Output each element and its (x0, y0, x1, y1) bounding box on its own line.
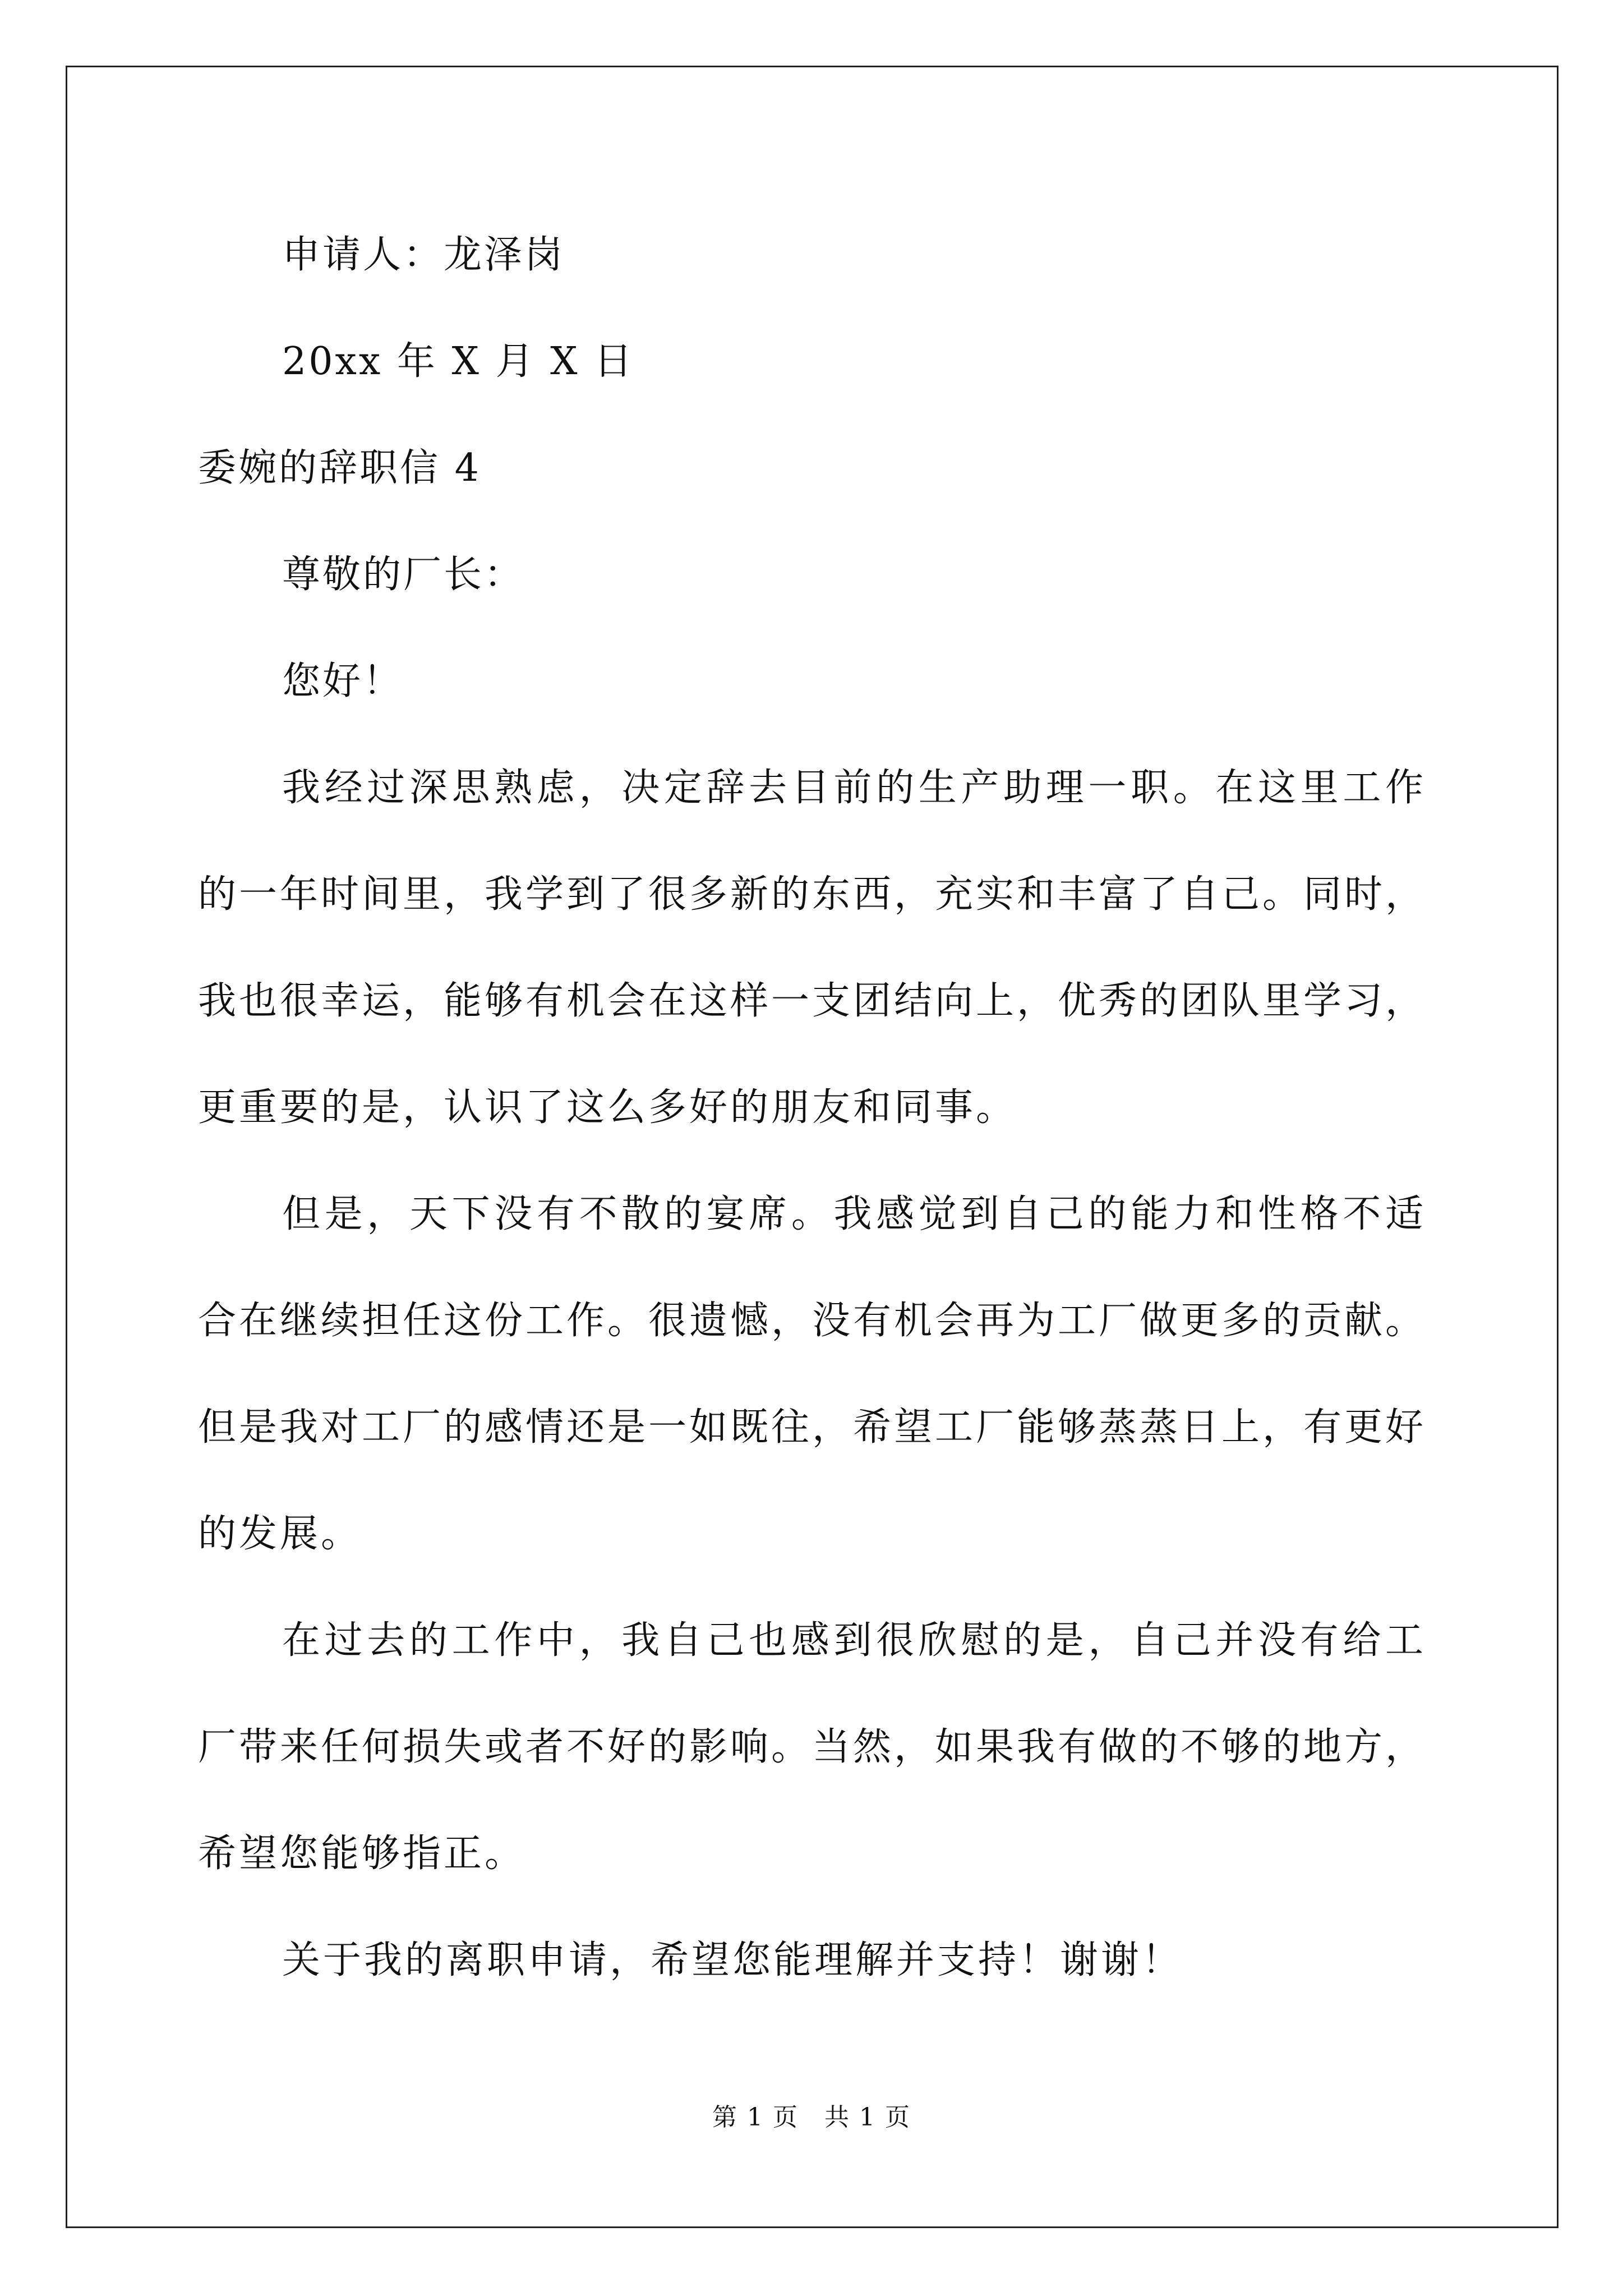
section-title: 委婉的辞职信 4 (198, 446, 481, 490)
applicant-line: 申请人：龙泽岗 (282, 233, 565, 277)
salutation: 尊敬的厂长： (282, 553, 525, 597)
paragraph: 我经过深思熟虑，决定辞去目前的生产助理一职。在这里工作的一年时间里，我学到了很多新的东西，充实和丰富了自己。同时，我也很幸运，能够有机会在这样一支团结向上，优秀的团队里学习，更重要的是，认识了这么多好的朋友和同事。 (198, 766, 1427, 1130)
paragraph: 关于我的离职申请，希望您能理解并支持！谢谢！ (282, 1938, 1183, 1982)
greeting: 您好！ (282, 659, 404, 703)
paragraph: 在过去的工作中，我自己也感到很欣慰的是，自己并没有给工厂带来任何损失或者不好的影响。当然，如果我有做的不够的地方，希望您能够指正。 (198, 1618, 1427, 1876)
page-footer: 第 1 页 共 1 页 (712, 2103, 911, 2132)
document-body (198, 202, 1426, 2014)
paragraph: 但是，天下没有不散的宴席。我感觉到自己的能力和性格不适合在继续担任这份工作。很遗憾，没有机会再为工厂做更多的贡献。但是我对工厂的感情还是一如既往，希望工厂能够蒸蒸日上，有更好的发展。 (198, 1192, 1427, 1556)
date-line: 20xx 年 X 月 X 日 (282, 339, 635, 384)
